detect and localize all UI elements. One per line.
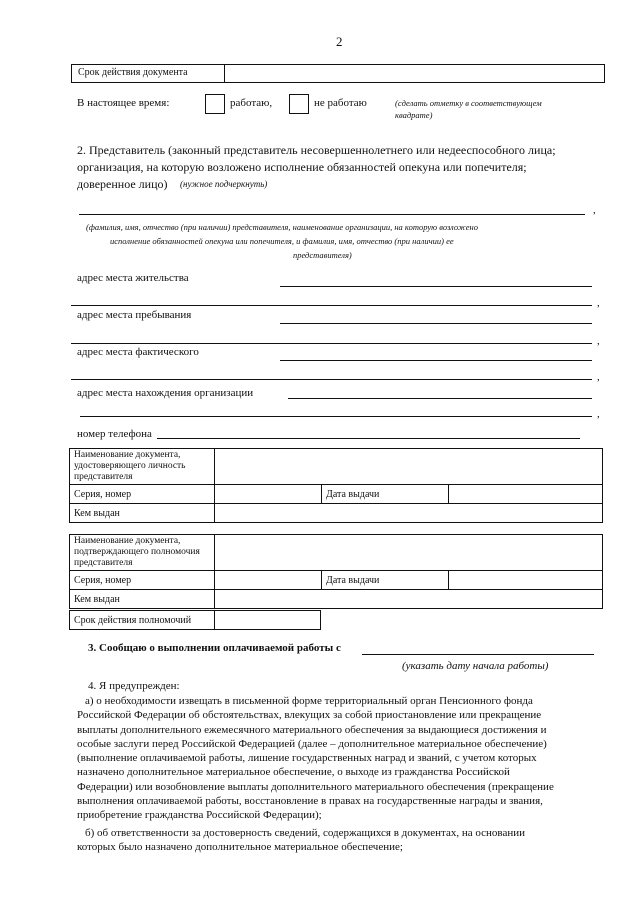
section2-line2: организация, на которую возложено исполнение обязанностей опекуна или попечителя;: [77, 160, 527, 174]
org-comma: ,: [597, 408, 600, 420]
id-issued-by-field[interactable]: [215, 504, 603, 523]
actual-address-line2[interactable]: [71, 379, 592, 380]
id-issue-date-label: Дата выдачи: [322, 485, 449, 504]
document-validity-label: Срок действия документа: [78, 67, 188, 78]
stay-address-line1[interactable]: [280, 323, 592, 324]
residence-address-label: адрес места жительства: [77, 272, 189, 284]
working-label: работаю,: [230, 97, 273, 109]
section4-a-line: приобретение гражданства Российской Федерации);: [77, 809, 322, 822]
representative-id-table: [69, 448, 603, 523]
authority-validity-field[interactable]: [215, 611, 321, 630]
id-doc-name-field[interactable]: [215, 449, 603, 485]
id-series-field[interactable]: [215, 485, 322, 504]
representative-caption-2: исполнение обязанностей опекуна или попечителя, и фамилия, имя, отчество (при наличии) ее: [110, 236, 454, 246]
section2-line3: доверенное лицо): [77, 177, 168, 191]
auth-series-field[interactable]: [215, 571, 322, 590]
working-checkbox[interactable]: [205, 94, 225, 114]
section4-b: [77, 826, 605, 855]
section4-a: [77, 694, 605, 823]
section4-a-line: (выполнение оплачиваемой работы, лишение государственных наград и званий, с учетом которых: [77, 752, 537, 765]
id-issue-date-field[interactable]: [449, 485, 603, 504]
phone-label: номер телефона: [77, 428, 152, 440]
auth-issue-date-field[interactable]: [449, 571, 603, 590]
phone-line[interactable]: [157, 438, 580, 439]
document-validity-field[interactable]: [225, 65, 604, 82]
authority-validity-table: [69, 610, 321, 630]
document-validity-row: [71, 64, 605, 83]
section4-title: 4. Я предупрежден:: [88, 680, 180, 692]
stay-address-line2[interactable]: [71, 343, 592, 344]
org-address-label: адрес места нахождения организации: [77, 387, 254, 399]
residence-comma: ,: [597, 297, 600, 309]
residence-address-line1[interactable]: [280, 286, 592, 287]
representative-caption-3: представителя): [293, 250, 352, 260]
actual-address-line1[interactable]: [280, 360, 592, 361]
section4-a-line: выплаты дополнительного ежемесячного материального обеспечения за выдающиеся достижения и: [77, 723, 547, 736]
section4-a-line: выполнения оплачиваемой работы, восстановление в правах на государственные награды и звания,: [77, 795, 543, 808]
employment-label: В настоящее время:: [77, 97, 170, 109]
auth-doc-name-label: Наименование документа, подтверждающего полномочия представителя: [70, 535, 215, 571]
checkbox-hint-line2: квадрате): [395, 110, 433, 120]
authority-doc-table: [69, 534, 603, 609]
representative-line-comma: ,: [593, 204, 596, 216]
residence-address-line2[interactable]: [71, 305, 592, 306]
underline-hint: (нужное подчеркнуть): [180, 179, 268, 189]
auth-issued-by-label: Кем выдан: [70, 590, 215, 609]
representative-name-line[interactable]: [79, 214, 585, 215]
section2-line1: 2. Представитель (законный представитель несовершеннолетнего или недееспособного лица;: [77, 143, 556, 157]
auth-series-label: Серия, номер: [70, 571, 215, 590]
id-doc-name-label: Наименование документа, удостоверяющего личность представителя: [70, 449, 215, 485]
org-address-line2[interactable]: [80, 416, 592, 417]
auth-issued-by-field[interactable]: [215, 590, 603, 609]
page-number: 2: [336, 34, 343, 49]
section4-b-line: б) об ответственности за достоверность сведений, содержащихся в документах, на основании: [85, 827, 526, 839]
org-address-line1[interactable]: [288, 398, 592, 399]
section3-hint: (указать дату начала работы): [402, 660, 549, 672]
work-start-date-line[interactable]: [362, 654, 594, 655]
section3-text: 3. Сообщаю о выполнении оплачиваемой работы с: [88, 642, 341, 654]
auth-issue-date-label: Дата выдачи: [322, 571, 449, 590]
not-working-label: не работаю: [314, 97, 367, 109]
not-working-checkbox[interactable]: [289, 94, 309, 114]
section4-a-line: Российской Федерации об обстоятельствах, влекущих за собой приостановление или прекращение: [77, 709, 542, 722]
actual-address-label: адрес места фактического: [77, 346, 199, 358]
authority-validity-label: Срок действия полномочий: [70, 611, 215, 630]
section4-a-line: назначено дополнительное материальное обеспечение, о выходе из гражданства Российской: [77, 766, 510, 779]
id-issued-by-label: Кем выдан: [70, 504, 215, 523]
stay-comma: ,: [597, 335, 600, 347]
section4-a-line: а) о необходимости извещать в письменной форме территориальный орган Пенсионного фонда: [85, 695, 533, 707]
auth-doc-name-field[interactable]: [215, 535, 603, 571]
id-series-label: Серия, номер: [70, 485, 215, 504]
checkbox-hint-line1: (сделать отметку в соответствующем: [395, 98, 542, 108]
section4-b-line: которых было назначено дополнительное материальное обеспечение;: [77, 841, 403, 854]
section4-a-line: особые заслуги перед Российской Федерацией (далее – дополнительное материальное обеспечение): [77, 737, 547, 750]
stay-address-label: адрес места пребывания: [77, 309, 192, 321]
representative-caption-1: (фамилия, имя, отчество (при наличии) представителя, наименование организации, на которую возложено: [86, 222, 478, 232]
actual-comma: ,: [597, 371, 600, 383]
section4-a-line: Федерации) или возобновление выплаты дополнительного материального обеспечения (прекращение: [77, 780, 554, 793]
